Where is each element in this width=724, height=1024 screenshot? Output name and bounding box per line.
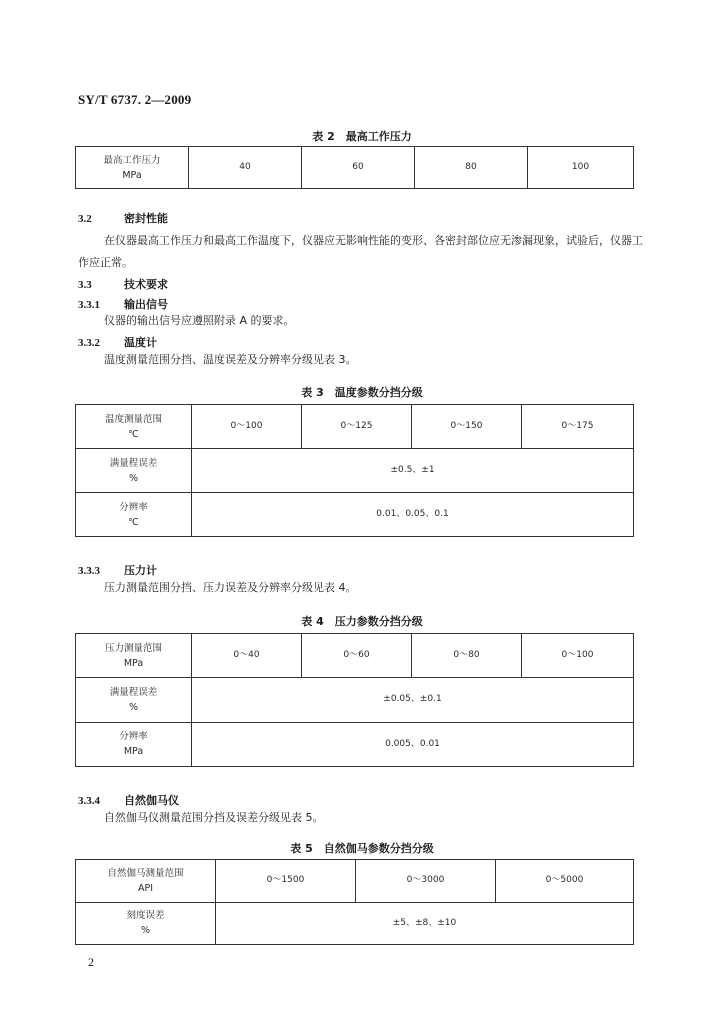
table4 — [75, 633, 634, 767]
table-merged-cell: 0.005、0.01 — [192, 722, 634, 766]
paragraph-3-3-4: 自然伽马仪测量范围分挡及误差分级见表 5。 — [104, 811, 324, 824]
table5-title: 表 5 自然伽马参数分挡分级 — [290, 842, 434, 855]
table-cell: 100 — [528, 147, 634, 189]
table-row — [76, 678, 634, 722]
table-row — [76, 147, 634, 189]
label-line-2: % — [128, 472, 139, 484]
table4-row-label — [76, 678, 192, 722]
table-cell: 0～150 — [412, 405, 522, 449]
label-line-2: ℃ — [128, 516, 139, 528]
heading-3-3-3 — [78, 562, 157, 578]
table5-row-label — [76, 902, 216, 945]
heading-3-3-4 — [78, 792, 179, 808]
table-row — [76, 449, 634, 493]
table-cell: 0～175 — [522, 405, 634, 449]
table2-title: 表 2 最高工作压力 — [312, 130, 412, 143]
label-line-2: MPa — [123, 746, 144, 758]
table2 — [75, 146, 634, 189]
label-line-1: 温度测量范围 — [104, 413, 162, 425]
label-line-1: 分辨率 — [119, 731, 148, 743]
standard-code: SY/T 6737. 2—2009 — [78, 92, 192, 107]
table-merged-cell: ±0.5、±1 — [192, 449, 634, 493]
table3-title: 表 3 温度参数分挡分级 — [301, 386, 423, 399]
table-row — [76, 722, 634, 766]
section-number: 3.3.1 — [78, 299, 100, 311]
section-number: 3.3.3 — [78, 565, 100, 577]
table-cell: 0～125 — [302, 405, 412, 449]
heading-3-3-2 — [78, 334, 157, 350]
table-merged-cell: ±5、±8、±10 — [216, 902, 634, 945]
table-cell: 0～3000 — [356, 860, 496, 903]
table-cell: 0～60 — [302, 634, 412, 678]
label-line-1: 满量程误差 — [109, 686, 158, 698]
table-row — [76, 902, 634, 945]
table-row — [76, 405, 634, 449]
label-line-2: % — [128, 701, 139, 713]
table-cell: 40 — [189, 147, 302, 189]
table4-row-label — [76, 722, 192, 766]
table-cell: 60 — [302, 147, 415, 189]
table-cell: 0～1500 — [216, 860, 356, 903]
heading-3-3 — [78, 276, 168, 292]
label-line-2: % — [140, 925, 151, 937]
table-cell: 0～100 — [192, 405, 302, 449]
paragraph-3-3-2: 温度测量范围分挡、温度误差及分辨率分级见表 3。 — [104, 353, 357, 366]
table5 — [75, 859, 634, 945]
label-line-1: 最高工作压力 — [103, 154, 161, 166]
table3 — [75, 404, 634, 537]
table5-row-label — [76, 860, 216, 903]
label-line-1: 刻度误差 — [126, 910, 165, 922]
label-line-2: MPa — [122, 169, 142, 181]
heading-3-2 — [78, 210, 168, 226]
table-cell: 0～5000 — [496, 860, 634, 903]
section-number: 3.2 — [78, 213, 92, 225]
table-cell: 0～40 — [192, 634, 302, 678]
table2-row-label — [76, 147, 189, 189]
section-title: 技术要求 — [124, 278, 168, 291]
table-merged-cell: ±0.05、±0.1 — [192, 678, 634, 722]
table4-row-label — [76, 634, 192, 678]
label-line-2: MPa — [123, 657, 144, 669]
table3-row-label — [76, 449, 192, 493]
label-line-1: 压力测量范围 — [104, 642, 162, 654]
label-line-1: 满量程误差 — [109, 457, 158, 469]
section-number: 3.3.4 — [78, 795, 100, 807]
label-line-1: 自然伽马测量范围 — [107, 867, 184, 879]
page-number: 2 — [88, 955, 94, 969]
paragraph-3-3-1: 仪器的输出信号应遵照附录 A 的要求。 — [104, 314, 295, 327]
table-merged-cell: 0.01、0.05、0.1 — [192, 493, 634, 537]
section-title: 压力计 — [124, 564, 157, 577]
table-row — [76, 634, 634, 678]
table-cell: 0～80 — [412, 634, 522, 678]
table-cell: 80 — [415, 147, 528, 189]
label-line-1: 分辨率 — [119, 501, 148, 513]
label-line-2: API — [137, 882, 154, 894]
section-number: 3.3 — [78, 279, 92, 291]
label-line-2: ℃ — [128, 428, 139, 440]
table-cell: 0～100 — [522, 634, 634, 678]
section-title: 密封性能 — [124, 212, 168, 225]
table3-row-label — [76, 405, 192, 449]
table-row — [76, 493, 634, 537]
paragraph-3-2: 在仪器最高工作压力和最高工作温度下，仪器应无影响性能的变形、各密封部位应无渗漏现象，试验后，仪器工作应正常。 — [78, 234, 643, 269]
table-row — [76, 860, 634, 903]
section-title: 自然伽马仪 — [124, 794, 179, 807]
table3-row-label — [76, 493, 192, 537]
section-number: 3.3.2 — [78, 337, 100, 349]
section-title: 温度计 — [124, 336, 157, 349]
section-title: 输出信号 — [124, 298, 168, 311]
paragraph-3-3-3: 压力测量范围分挡、压力误差及分辨率分级见表 4。 — [104, 581, 357, 594]
table4-title: 表 4 压力参数分挡分级 — [301, 615, 423, 628]
